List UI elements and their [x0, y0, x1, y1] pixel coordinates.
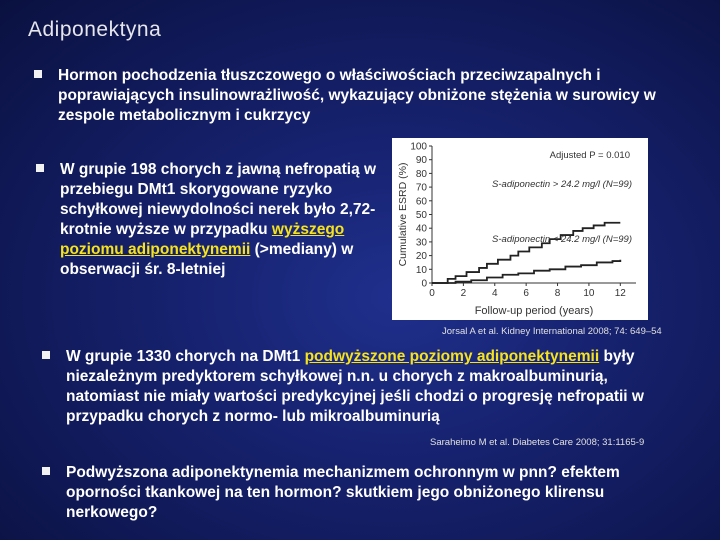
- y-tick-label: 0: [421, 278, 427, 290]
- bullet-3-text-b: były niezależnym predyktorem schyłkowej n.n. u chorych z makroalbuminurią, natomiast nie miały wartości predykcyjnej jeśli chodzi o progresję nefropatii w przypadku chorych z normo- lub mikroalbuminurią: [66, 348, 644, 425]
- x-tick-label: 8: [554, 288, 561, 299]
- bullet-2: [60, 160, 390, 280]
- bullet-1-text: Hormon pochodzenia tłuszczowego o właściwościach przeciwzapalnych i poprawiających insulinowrażliwość, wykazujący obniżone stężenia w surowicy w zespole metabolicznym i cukrzycy: [58, 67, 656, 124]
- x-tick-label: 10: [583, 288, 595, 299]
- esrd-chart: [392, 138, 648, 320]
- reference-1: Jorsal A et al. Kidney International 2008; 74: 649–54: [442, 326, 662, 337]
- x-tick-label: 0: [429, 288, 435, 299]
- esrd-chart-svg: [392, 138, 648, 320]
- x-tick-label: 4: [491, 288, 498, 299]
- bullet-square-icon: [36, 164, 44, 172]
- x-tick-label: 12: [614, 288, 626, 299]
- series-label-1: S-adiponectin > 24.2 mg/l (N=99): [492, 179, 632, 191]
- series-label-2: S-adiponectin < 24.2 mg/l (N=99): [492, 233, 632, 245]
- y-tick-label: 10: [415, 264, 427, 276]
- y-tick-label: 80: [415, 168, 427, 180]
- y-tick-label: 20: [415, 251, 427, 263]
- bullet-3: [66, 347, 681, 427]
- bullet-2-text-b: (>mediany) w obserwacji śr. 8-letniej: [60, 241, 354, 278]
- bullet-4: [66, 463, 676, 523]
- y-tick-label: 70: [415, 182, 427, 194]
- bullet-square-icon: [42, 351, 50, 359]
- bullet-3-highlight: podwyższone poziomy adiponektynemii: [304, 348, 600, 365]
- bullet-2-highlight: wyższego poziomu adiponektynemii: [60, 221, 345, 258]
- series-line-2: [432, 260, 620, 283]
- x-tick-label: 6: [523, 288, 529, 299]
- reference-2: Saraheimo M et al. Diabetes Care 2008; 31:1165-9: [430, 437, 645, 448]
- chart-title: Adjusted P = 0.010: [549, 150, 630, 161]
- bullet-square-icon: [42, 467, 50, 475]
- y-axis-label: Cumulative ESRD (%): [397, 162, 409, 267]
- y-tick-label: 40: [415, 223, 427, 235]
- bullet-1: [58, 66, 658, 126]
- y-tick-label: 60: [415, 196, 427, 208]
- y-tick-label: 100: [410, 141, 427, 153]
- slide-title: Adiponektyna: [28, 18, 162, 41]
- x-axis-label: Follow-up period (years): [474, 305, 594, 317]
- bullet-4-text: Podwyższona adiponektynemia mechanizmem ochronnym w pnn? efektem oporności tkankowej na ten hormon? skutkiem jego obniżonego klirensu nerkowego?: [66, 464, 620, 521]
- x-tick-label: 2: [460, 288, 467, 299]
- y-tick-label: 50: [415, 210, 427, 221]
- bullet-square-icon: [34, 70, 42, 78]
- bullet-3-text-a: W grupie 1330 chorych na DMt1: [66, 348, 305, 365]
- y-tick-label: 30: [415, 237, 427, 249]
- y-tick-label: 90: [415, 155, 427, 167]
- bullet-2-text-a: W grupie 198 chorych z jawną nefropatią w przebiegu DMt1 skorygowane ryzyko schyłkowej niewydolności nerek było 2,72-krotnie wyższe w przypadku: [60, 161, 377, 238]
